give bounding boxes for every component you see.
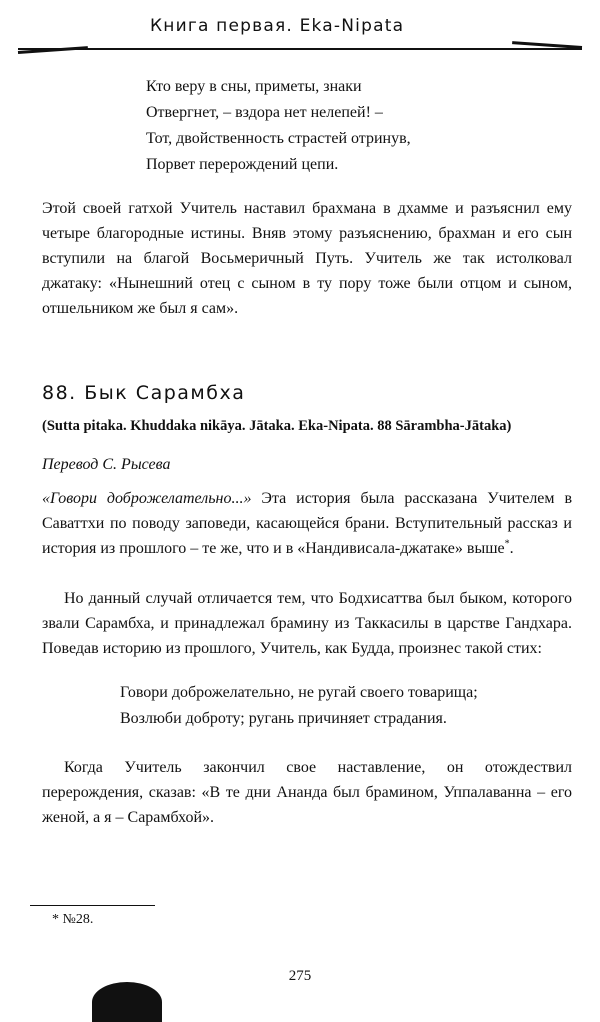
running-header: Книга первая. Eka-Nipata [150, 16, 405, 36]
commentary-paragraph: Этой своей гатхой Учитель наставил брахмана в дхамме и разъяснил ему четыре благородные истины. Вняв этому разъяснению, брахман и его сын вступили на благой Восьмеричный Путь. Учитель же так истолковал джатаку: «Нынешний отец с сыном в ту пору тоже были отцом и сыном, отшельником же был я сам». [42, 200, 572, 317]
section-title: 88. Бык Сарамбха [42, 382, 246, 404]
verse-line: Тот, двойственность страстей отринув, [146, 130, 411, 147]
verse-line: Порвет перерождений цепи. [146, 156, 339, 173]
verse-line: Отвергнет, – вздора нет нелепей! – [146, 104, 383, 121]
header-rule [18, 48, 582, 50]
story-paragraph: Но данный случай отличается тем, что Бодхисаттва был быком, которого звали Сарамбха, и принадлежал брамину из Таккасилы в царстве Гандхара. Поведав историю из прошлого, Учитель, как Будда, произнес такой стих: [42, 590, 572, 657]
intro-tail: . [509, 540, 514, 557]
footnote-rule [30, 905, 155, 906]
verse-line: Кто веру в сны, приметы, знаки [146, 78, 362, 95]
intro-lead: «Говори доброжелательно...» [42, 490, 252, 507]
translator-credit: Перевод С. Рысева [42, 456, 171, 473]
footnote-marker: * [504, 538, 510, 550]
section-source: (Sutta pitaka. Khuddaka nikāya. Jātaka. Eka-Nipata. 88 Sārambha-Jātaka) [42, 418, 512, 434]
gatha-verse [120, 680, 478, 732]
page-edge-mark [92, 982, 162, 1022]
page-number: 275 [288, 968, 312, 984]
intro-text: Эта история была рассказана Учителем в Саваттхи по поводу заповеди, касающейся брани. Вступительный рассказ и история из прошлого – те же, что и в «Нандивисала-джатаке» выше [42, 490, 573, 557]
verse-line: Говори доброжелательно, не ругай своего товарища; [120, 684, 478, 701]
verse-line: Возлюби доброту; ругань причиняет страдания. [120, 710, 447, 727]
verse-block [146, 74, 411, 178]
intro-paragraph [42, 486, 572, 561]
closing-paragraph: Когда Учитель закончил свое наставление, он отождествил перерождения, сказав: «В те дни Ананда был брамином, Уппалаванна – его женой, а я – Сарамбхой». [42, 759, 572, 826]
footnote: * №28. [52, 912, 94, 927]
